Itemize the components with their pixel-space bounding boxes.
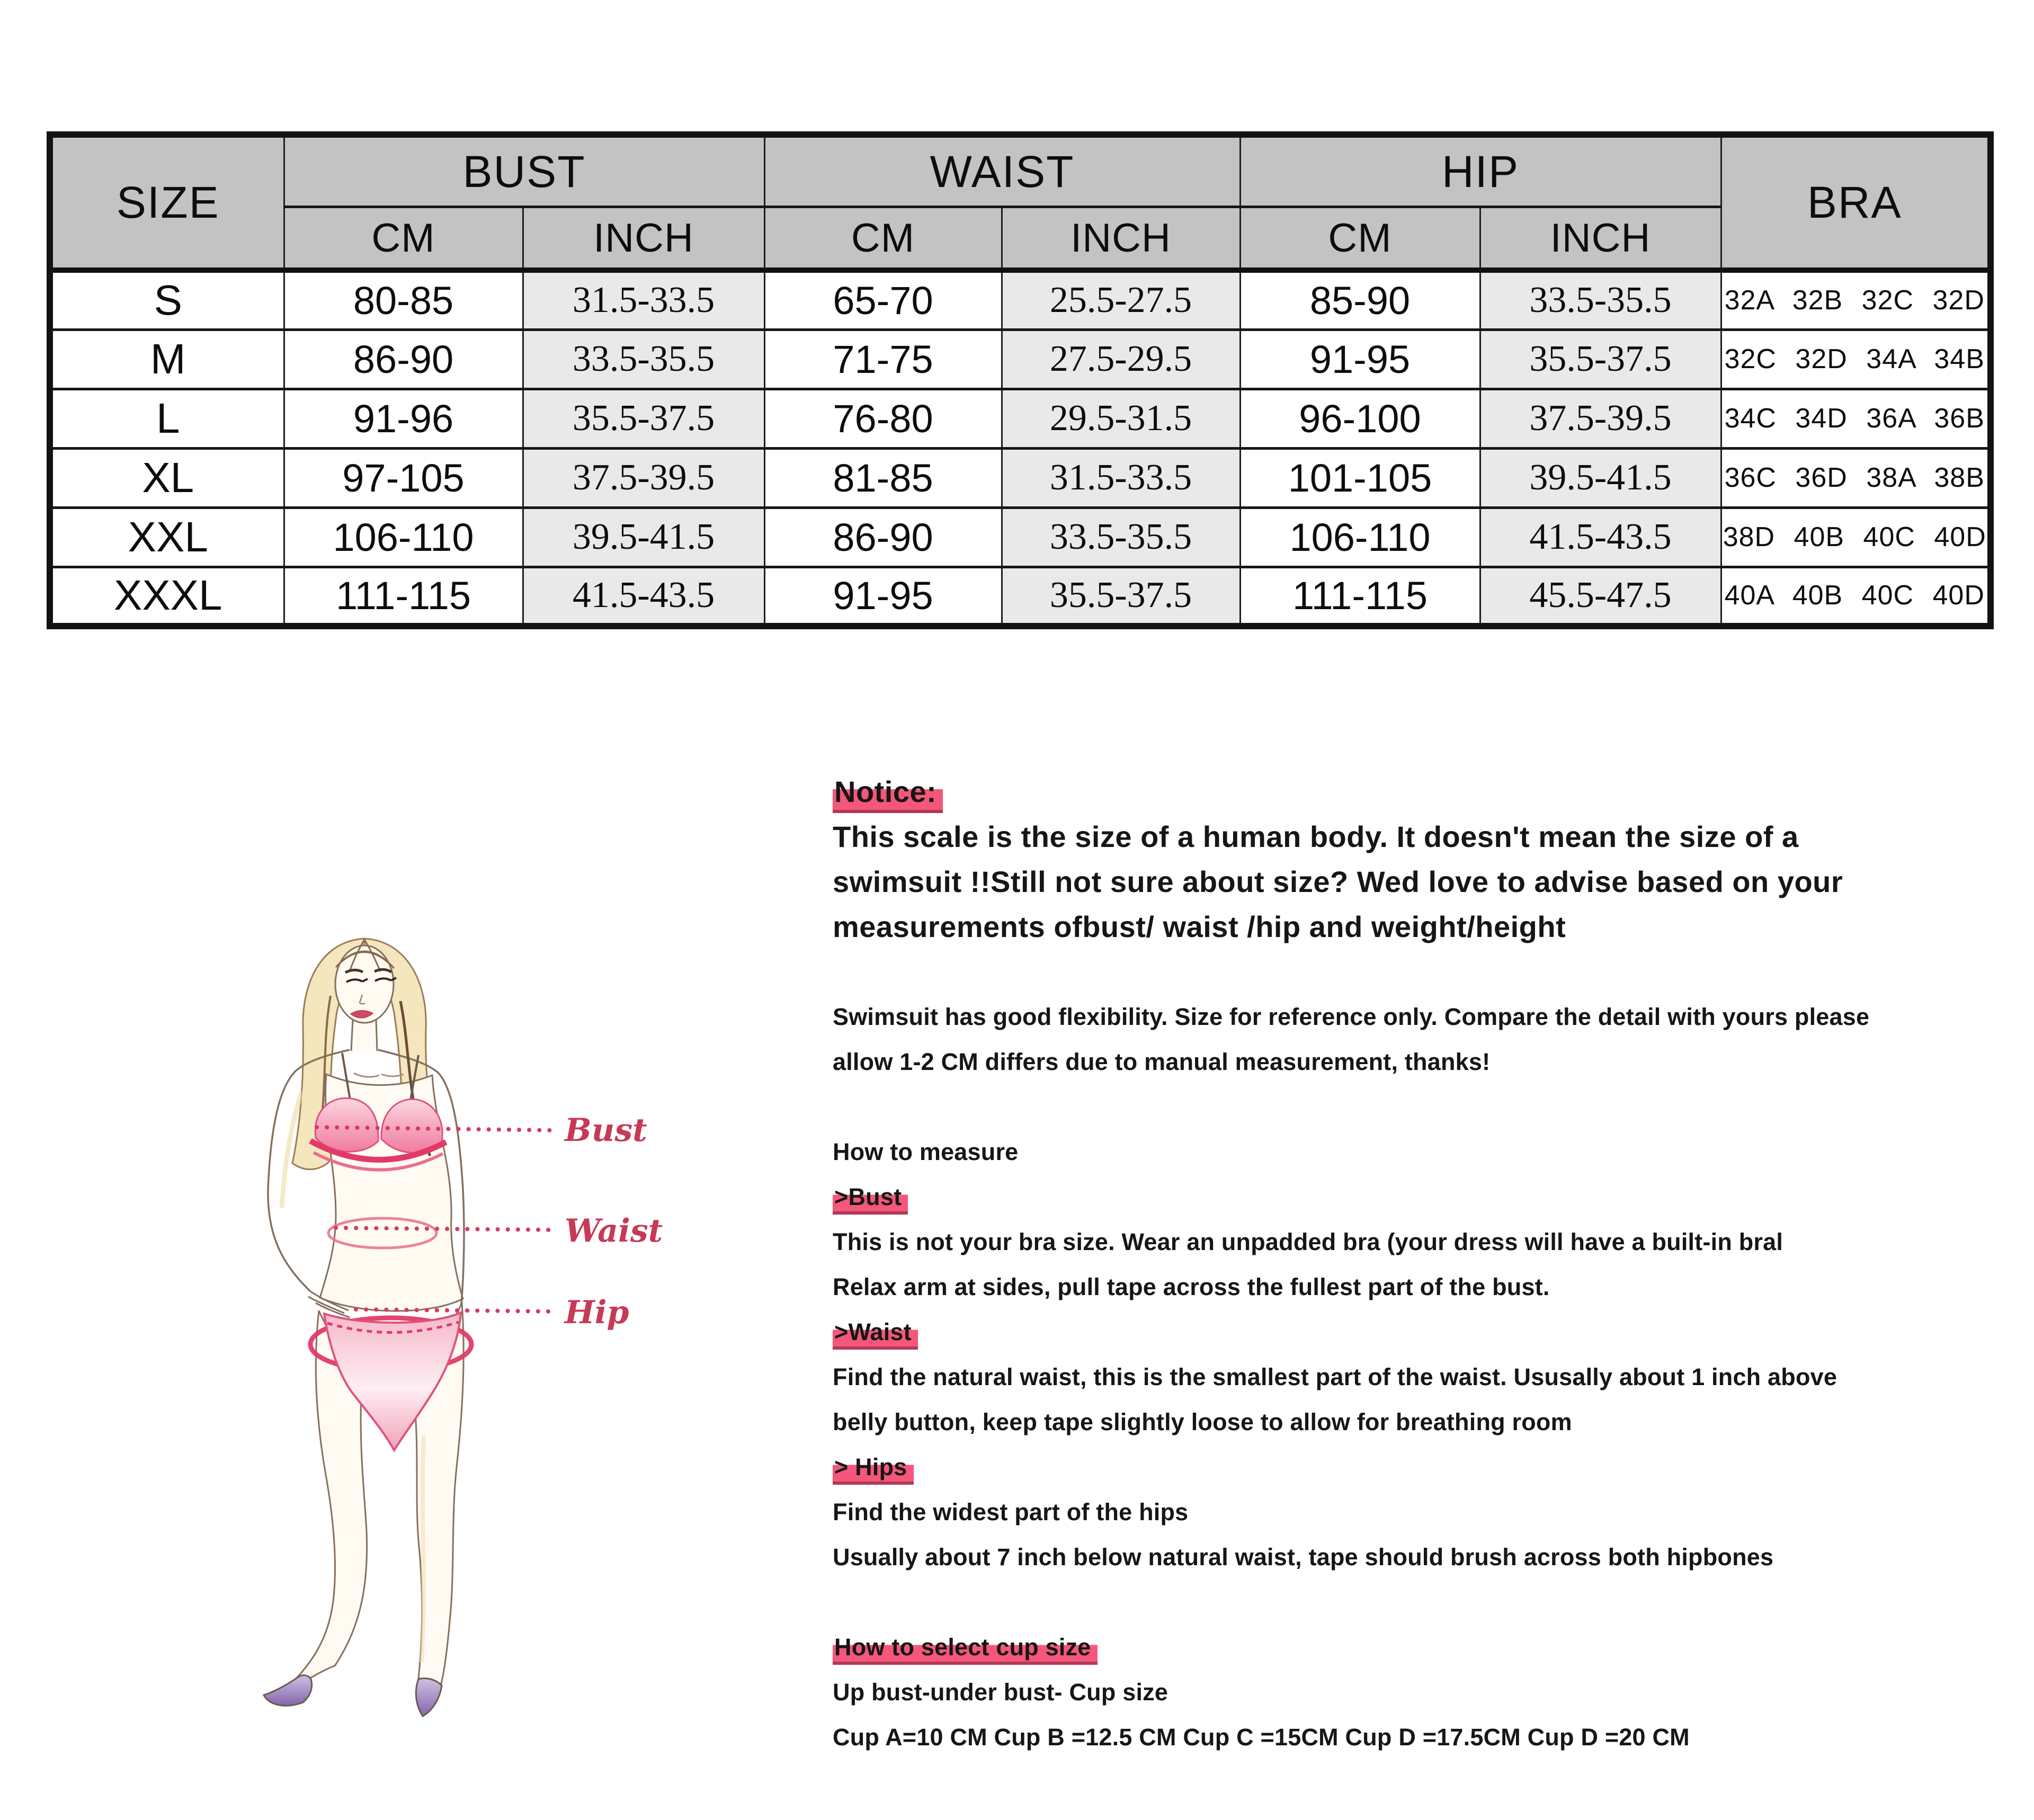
unit-header-4: CM — [1240, 207, 1480, 271]
cell-bust-cm: 97-105 — [284, 448, 523, 507]
cell-waist-cm: 91-95 — [764, 567, 1002, 626]
bra-cup-left — [315, 1098, 378, 1152]
cell-waist-cm: 65-70 — [764, 270, 1002, 329]
cell-bust-inch: 39.5-41.5 — [523, 507, 764, 567]
notes-spacer-4 — [833, 949, 2034, 994]
cell-bust-inch: 33.5-35.5 — [523, 329, 764, 389]
notes-line-13 — [833, 1354, 2034, 1399]
cell-bust-cm: 80-85 — [284, 270, 523, 329]
notes-text: Relax arm at sides, pull tape across the fullest part of the bust. — [833, 1273, 1550, 1300]
cell-bust-inch: 37.5-39.5 — [523, 448, 764, 507]
cell-hip-cm: 101-105 — [1240, 448, 1480, 507]
notes-line-20 — [833, 1670, 2034, 1715]
cell-waist-cm: 86-90 — [764, 507, 1002, 567]
table-row-XXL — [50, 507, 1991, 567]
cell-hip-inch: 41.5-43.5 — [1480, 507, 1721, 567]
unit-header-2: CM — [764, 207, 1002, 271]
table-row-XL — [50, 448, 1991, 507]
cell-hip-inch: 33.5-35.5 — [1480, 270, 1721, 329]
notes-line-9 — [833, 1174, 2034, 1219]
cell-size: XXXL — [50, 567, 284, 626]
notes-text: This scale is the size of a human body. It doesn't mean the size of a — [833, 820, 1799, 853]
cell-waist-inch: 33.5-35.5 — [1002, 507, 1240, 567]
cell-hip-cm: 91-95 — [1240, 329, 1480, 389]
cell-size: S — [50, 270, 284, 329]
col-header-bra: BRA — [1721, 135, 1991, 270]
notes-line-6 — [833, 1039, 2034, 1084]
notes-line-15 — [833, 1444, 2034, 1489]
measurement-figure — [222, 916, 715, 1727]
cell-waist-cm: 71-75 — [764, 329, 1002, 389]
notes-text: Swimsuit has good flexibility. Size for reference only. Compare the detail with yours please — [833, 1003, 1870, 1030]
notes-line-8 — [833, 1129, 2034, 1174]
size-chart-table — [47, 131, 1994, 629]
cell-bust-cm: 106-110 — [284, 507, 523, 567]
notes-text: Usually about 7 inch below natural waist, tape should brush across both hipbones — [833, 1544, 1774, 1571]
cell-bust-cm: 91-96 — [284, 389, 523, 448]
unit-header-0: CM — [284, 207, 523, 271]
notes-text: Find the widest part of the hips — [833, 1498, 1189, 1525]
notes-line-17 — [833, 1534, 2034, 1580]
cell-waist-inch: 29.5-31.5 — [1002, 389, 1240, 448]
notes-line-2 — [833, 859, 2034, 904]
col-header-size: SIZE — [50, 135, 284, 270]
notes-line-19 — [833, 1625, 2034, 1670]
notes-text: Cup A=10 CM Cup B =12.5 CM Cup C =15CM Cup D =17.5CM Cup D =20 CM — [833, 1724, 1690, 1751]
cell-hip-cm: 85-90 — [1240, 270, 1480, 329]
cell-hip-cm: 111-115 — [1240, 567, 1480, 626]
notes-text: Up bust-under bust- Cup size — [833, 1679, 1168, 1706]
cell-bra: 40A 40B 40C 40D — [1721, 567, 1991, 626]
cell-bust-inch: 41.5-43.5 — [523, 567, 764, 626]
cell-hip-cm: 96-100 — [1240, 389, 1480, 448]
size-chart-rows — [50, 270, 1991, 626]
notes-spacer-7 — [833, 1084, 2034, 1129]
cell-bra: 36C 36D 38A 38B — [1721, 448, 1991, 507]
notes-line-5 — [833, 994, 2034, 1039]
cell-bra: 38D 40B 40C 40D — [1721, 507, 1991, 567]
notes-line-11 — [833, 1264, 2034, 1309]
notes-text: belly button, keep tape slightly loose to allow for breathing room — [833, 1408, 1572, 1435]
cell-size: XXL — [50, 507, 284, 567]
cell-bra: 32A 32B 32C 32D — [1721, 270, 1991, 329]
notes-line-3 — [833, 904, 2034, 949]
notes-line-14 — [833, 1399, 2034, 1444]
table-header-row — [50, 135, 1991, 207]
cell-size: XL — [50, 448, 284, 507]
notes-line-12 — [833, 1309, 2034, 1354]
shoe-left — [264, 1675, 312, 1706]
table-row-S — [50, 270, 1991, 329]
cell-hip-inch: 45.5-47.5 — [1480, 567, 1721, 626]
col-header-waist: WAIST — [764, 135, 1240, 207]
table-row-M — [50, 329, 1991, 389]
cell-waist-inch: 25.5-27.5 — [1002, 270, 1240, 329]
cell-hip-inch: 37.5-39.5 — [1480, 389, 1721, 448]
hip-label: Hip — [565, 1294, 629, 1331]
body-outline — [268, 1019, 464, 1338]
cell-bust-cm: 111-115 — [284, 567, 523, 626]
table-unit-header-row — [50, 207, 1991, 271]
shoe-right — [416, 1679, 442, 1717]
notes-text: measurements ofbust/ waist /hip and weight/height — [833, 910, 1566, 943]
cell-size: L — [50, 389, 284, 448]
table-row-XXXL — [50, 567, 1991, 626]
cell-bust-inch: 31.5-33.5 — [523, 270, 764, 329]
cell-waist-cm: 76-80 — [764, 389, 1002, 448]
waist-label: Waist — [565, 1212, 663, 1250]
cell-waist-cm: 81-85 — [764, 448, 1002, 507]
unit-header-5: INCH — [1480, 207, 1721, 271]
notes-line-21 — [833, 1715, 2034, 1760]
highlighted-heading: > Hips — [833, 1453, 914, 1485]
cell-hip-inch: 35.5-37.5 — [1480, 329, 1721, 389]
highlighted-heading: >Bust — [833, 1183, 908, 1215]
notes-text: allow 1-2 CM differs due to manual measurement, thanks! — [833, 1048, 1491, 1075]
col-header-bust: BUST — [284, 135, 764, 207]
bust-label: Bust — [565, 1112, 647, 1149]
notes-line-16 — [833, 1489, 2034, 1534]
highlighted-heading: How to select cup size — [833, 1633, 1098, 1665]
cell-bra: 34C 34D 36A 36B — [1721, 389, 1991, 448]
cell-bust-inch: 35.5-37.5 — [523, 389, 764, 448]
notes-line-1 — [833, 814, 2034, 859]
notes-text: How to measure — [833, 1138, 1019, 1165]
notes-text: Find the natural waist, this is the smallest part of the waist. Ususally about 1 inch above — [833, 1363, 1837, 1390]
highlighted-heading: >Waist — [833, 1318, 918, 1350]
cell-waist-inch: 27.5-29.5 — [1002, 329, 1240, 389]
unit-header-3: INCH — [1002, 207, 1240, 271]
col-header-hip: HIP — [1240, 135, 1721, 207]
table-row-L — [50, 389, 1991, 448]
cell-bust-cm: 86-90 — [284, 329, 523, 389]
notes-line-10 — [833, 1219, 2034, 1264]
notes-spacer-18 — [833, 1580, 2034, 1625]
cell-waist-inch: 31.5-33.5 — [1002, 448, 1240, 507]
cell-size: M — [50, 329, 284, 389]
hip-dotted-line — [356, 1309, 557, 1312]
unit-header-1: INCH — [523, 207, 764, 271]
woman-sketch-illustration — [222, 916, 715, 1727]
notes-text: This is not your bra size. Wear an unpadded bra (your dress will have a built-in bral — [833, 1228, 1783, 1255]
cell-hip-inch: 39.5-41.5 — [1480, 448, 1721, 507]
notes-text: swimsuit !!Still not sure about size? Wed love to advise based on your — [833, 865, 1843, 898]
notes-column — [833, 769, 2034, 1760]
cell-waist-inch: 35.5-37.5 — [1002, 567, 1240, 626]
cell-hip-cm: 106-110 — [1240, 507, 1480, 567]
cell-bra: 32C 32D 34A 34B — [1721, 329, 1991, 389]
notes-line-0 — [833, 769, 2034, 814]
highlighted-heading: Notice: — [833, 774, 943, 813]
